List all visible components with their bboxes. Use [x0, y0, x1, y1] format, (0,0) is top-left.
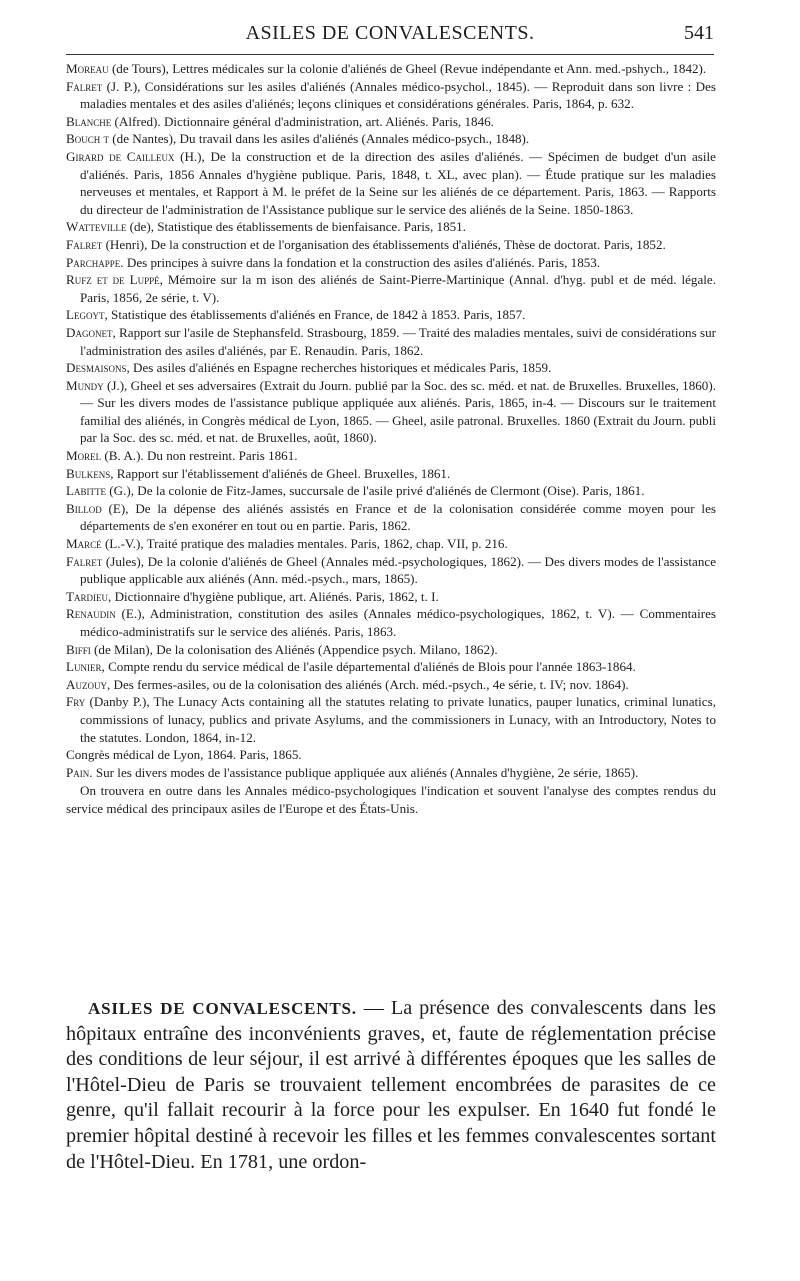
page-number: 541 [684, 22, 714, 44]
bibliography-entry [66, 746, 716, 764]
entry-text: Rapport sur l'établissement d'aliénés de Gheel. Bruxelles, 1861. [116, 465, 451, 481]
article-paragraph [66, 996, 716, 1175]
bibliography-entry [66, 359, 716, 377]
entry-text: (E), De la dépense des aliénés assistés en France et de la colonisation considérée comme moyen pour les départements de s'en exonérer en tout ou en partie. Paris, 1862. [80, 500, 716, 534]
entry-author: Bulkens, [66, 465, 114, 481]
entry-text: (de Nantes), Du travail dans les asiles d'aliénés (Annales médico-psych., 1848). [112, 131, 530, 147]
entry-text: (de Tours), Lettres médicales sur la colonie d'aliénés de Gheel (Revue indépendante et Ann. med.-pshych., 1842). [111, 61, 707, 76]
running-title: ASILES DE CONVALESCENTS. [245, 22, 535, 44]
entry-author: Labitte [66, 483, 106, 499]
page-header [66, 20, 714, 55]
entry-text: (de Milan), De la colonisation des Aliénés (Appendice psych. Milano, 1862). [94, 641, 498, 657]
bibliography-entry [66, 148, 716, 218]
entry-text: Rapport sur l'asile de Stephansfeld. Strasbourg, 1859. — Traité des maladies mentales, suivi de considérations sur l'administration des asiles d'aliénés, par E. Renaudin. Paris, 1862. [80, 324, 716, 358]
bibliography-entry [66, 78, 716, 113]
article-body: — La présence des convalescents dans les hôpitaux entraîne des inconvénients graves, et, faute de réglementation précise des conditions de leur séjour, il est arrivé à différentes époques que les salles de l'Hôtel-Dieu de Paris se trouvaient tellement encombrées de parasites de ce genre, qu'il fallait recourir à la force pour les expulser. En 1640 fut fondé le premier hôpital destiné à recevoir les filles et les femmes convalescentes sortant de l'Hôtel-Dieu. En 1781, une ordon- [66, 997, 716, 1173]
bibliography-entry [66, 306, 716, 324]
entry-author: Billod [66, 500, 102, 516]
entry-author: Renaudin [66, 606, 116, 622]
entry-author: Legoyt, [66, 307, 108, 323]
bibliography-entry [66, 254, 716, 272]
entry-text: (Danby P.), The Lunacy Acts containing all the statutes relating to private lunatics, pauper lunatics, criminal lunatics, commissions of lunacy, publics and private Asylums, and the commissioners in Lunacy, with an Introductory, Notes to the statutes. London, 1864, in-12. [80, 694, 716, 745]
entry-author: Falret [66, 236, 103, 252]
bibliography-entry [66, 553, 716, 588]
article-heading: ASILES DE CONVALESCENTS. [88, 999, 357, 1018]
bibliography-entry [66, 130, 716, 148]
entry-author: Falret [66, 78, 103, 94]
entry-text: Dictionnaire d'hygiène publique, art. Aliénés. Paris, 1862, t. I. [114, 588, 439, 604]
entry-text: (Jules), De la colonie d'aliénés de Gheel (Annales méd.-psychologiques, 1862). — Des divers modes de l'assistance publique applicable aux aliénés (Ann. méd.-psych., mars, 1865). [80, 553, 717, 587]
entry-author: Watteville [66, 219, 127, 235]
entry-text: (B. A.). Du non restreint. Paris 1861. [104, 448, 298, 464]
entry-text: Statistique des établissements d'aliénés en France, de 1842 à 1853. Paris, 1857. [111, 307, 526, 323]
entry-text: (J.), Gheel et ses adversaires (Extrait du Journ. publié par la Soc. des sc. méd. et nat. de Bruxelles. Bruxelles, 1860). — Sur les divers modes de l'assistance publique appliquée aux aliénés. Paris, 1865, in-4. — Discours sur le traitement familial des aliénés, in Congrès médical de Lyon, 1865. — Gheel, asile patronal. Bruxelles. 1860 (Extrait du Journ. publi par la Soc. des sc. méd. et nat. de Bruxelles, août, 1860). [80, 377, 716, 446]
entry-text: Compte rendu du service médical de l'asile départemental d'aliénés de Blois pour l'année 1863-1864. [108, 659, 636, 675]
bibliography-entry [66, 236, 716, 254]
entry-author: Pain. [66, 764, 93, 780]
entry-author: Parchappe. [66, 254, 124, 270]
entry-author: Blanche [66, 113, 112, 129]
bibliography-entry [66, 535, 716, 553]
entry-author: Auzouy, [66, 676, 111, 692]
entry-author: Lunier, [66, 659, 105, 675]
entry-text: (H.), De la construction et de la direction des asiles d'aliénés. — Spécimen de budget d'un asile d'aliénés. Paris, 1856 Annales d'hygiène publique. Paris, 1848, t. XL, avec plan). — Étude pratique sur les maladies nerveuses et mentales, et Rapport à M. le préfet de la Seine sur les aliénés de ce département. Paris, 1863. — Rapports du directeur de l'administration de l'Assistance publique sur le service des aliénés de la Seine. 1850-1863. [80, 148, 716, 217]
bibliography-entry [66, 271, 716, 306]
bibliography-list [66, 60, 716, 818]
entry-text: Mémoire sur la m ison des aliénés de Saint-Pierre-Martinique (Annal. d'hyg. publ et de méd. légale. Paris, 1856, 2e série, t. V). [80, 272, 716, 305]
entry-text: (J. P.), Considérations sur les asiles d'aliénés (Annales médico-psychol., 1845). — Reproduit dans son livre : Des maladies mentales et des asiles d'aliénés; leçons cliniques et considérations générales. Paris, 1864, p. 632. [80, 78, 716, 112]
entry-text: Des principes à suivre dans la fondation et la construction des asiles d'aliénés. Paris, 1853. [126, 254, 601, 270]
bibliography-entry [66, 693, 716, 746]
bibliography-entry [66, 500, 716, 535]
bibliography-entry [66, 764, 716, 782]
bibliography-entry [66, 605, 716, 640]
entry-author: Desmaisons, [66, 360, 130, 376]
entry-text: (E.), Administration, constitution des asiles (Annales médico-psychologiques, 1862, t. V). — Commentaires médico-administratifs sur le service des aliénés. Paris, 1863. [80, 606, 716, 639]
entry-text: Des fermes-asiles, ou de la colonisation des aliénés (Arch. méd.-psych., 4e série, t. IV; nov. 1864). [113, 676, 629, 692]
bibliography-entry [66, 113, 716, 131]
entry-author: Fry [66, 694, 86, 710]
entry-author: Dagonet, [66, 324, 116, 340]
entry-author: Morel [66, 448, 102, 464]
entry-author: Biffi [66, 641, 91, 657]
entry-text: Congrès médical de Lyon, 1864. Paris, 1865. [66, 747, 302, 763]
entry-text: Des asiles d'aliénés en Espagne recherches historiques et médicales Paris, 1859. [133, 360, 552, 376]
entry-author: Tardieu, [66, 588, 112, 604]
entry-text: (Alfred). Dictionnaire général d'administration, art. Aliénés. Paris, 1846. [114, 113, 494, 129]
bibliography-entry [66, 641, 716, 659]
entry-author: Mundy [66, 377, 104, 393]
closing-note: On trouvera en outre dans les Annales médico-psychologiques l'indication et souvent l'analyse des comptes rendus du service médical des principaux asiles de l'Europe et des États-Unis. [66, 783, 716, 816]
entry-author: Marcé [66, 536, 102, 552]
entry-text: (Henri), De la construction et de l'organisation des établissements d'aliénés, Thèse de doctorat. Paris, 1852. [105, 236, 666, 252]
bibliography-entry [66, 218, 716, 236]
entry-author: Bouch t [66, 131, 110, 147]
bibliography-entry [66, 588, 716, 606]
bibliography-entry [66, 465, 716, 483]
bibliography-entry [66, 676, 716, 694]
bibliography-entry [66, 482, 716, 500]
entry-text: (L.-V.), Traité pratique des maladies mentales. Paris, 1862, chap. VII, p. 216. [104, 536, 508, 552]
entry-text: (G.), De la colonie de Fitz-James, succursale de l'asile privé d'aliénés de Clermont (Oise). Paris, 1861. [109, 483, 645, 499]
entry-text: (de), Statistique des établissements de bienfaisance. Paris, 1851. [129, 219, 466, 235]
bibliography-entry [66, 447, 716, 465]
bibliography-entry [66, 324, 716, 359]
bibliography-entry [66, 377, 716, 447]
entry-text: Sur les divers modes de l'assistance publique appliquée aux aliénés (Annales d'hygiène, 2e série, 1865). [95, 764, 639, 780]
entry-author: Moreau [66, 61, 109, 76]
bibliography-entry [66, 60, 716, 78]
entry-author: Girard de Cailleux [66, 148, 175, 164]
bibliography-entry [66, 658, 716, 676]
entry-author: Falret [66, 553, 103, 569]
entry-author: Rufz et de Luppé, [66, 272, 163, 288]
